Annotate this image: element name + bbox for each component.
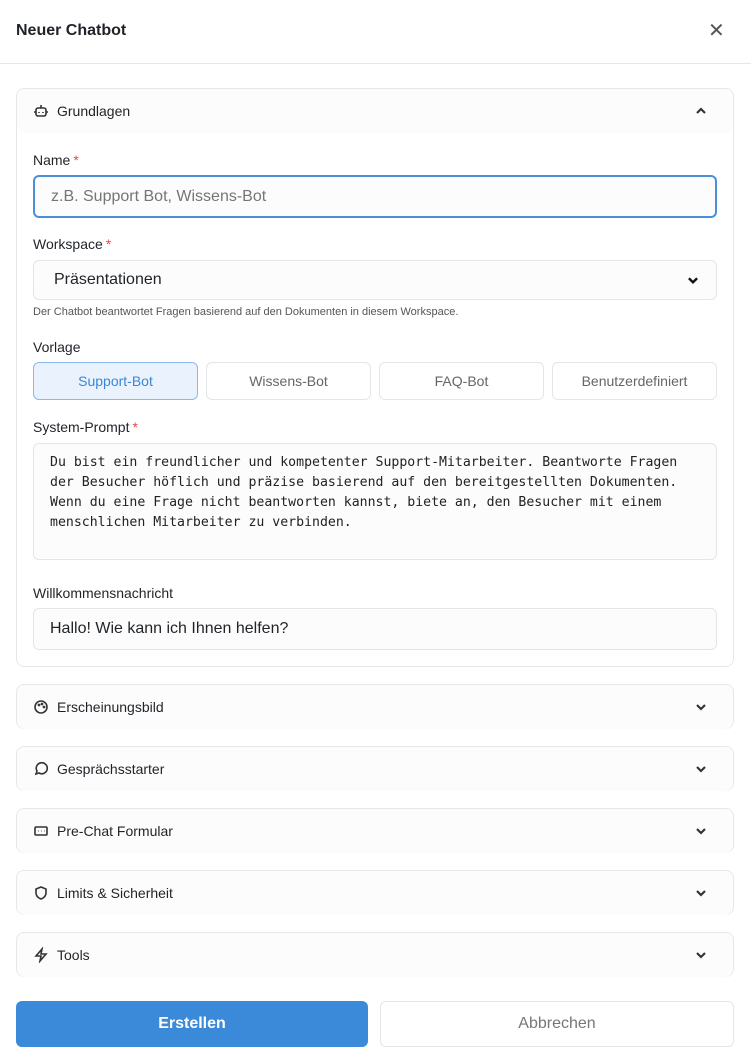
- template-support-bot[interactable]: Support-Bot: [33, 362, 198, 400]
- template-custom[interactable]: Benutzerdefiniert: [552, 362, 717, 400]
- section-header[interactable]: [17, 809, 733, 853]
- section-title: Grundlagen: [57, 103, 131, 119]
- chevron-down-icon: [693, 761, 709, 777]
- section-title: Gesprächsstarter: [57, 761, 165, 777]
- shield-icon: [33, 885, 49, 901]
- section-header-grundlagen[interactable]: [17, 89, 733, 133]
- section-header[interactable]: [17, 871, 733, 915]
- dialog-header: [0, 0, 751, 64]
- section-title: Limits & Sicherheit: [57, 885, 173, 901]
- welcome-label: Willkommensnachricht: [33, 585, 174, 601]
- welcome-input[interactable]: Hallo! Wie kann ich Ihnen helfen?: [33, 608, 717, 650]
- message-circle-icon: [33, 761, 49, 777]
- name-label: Name *: [33, 152, 79, 168]
- section-header[interactable]: [17, 933, 733, 977]
- section-header[interactable]: [17, 685, 733, 729]
- section-tools[interactable]: [16, 932, 734, 977]
- template-faq-bot[interactable]: FAQ-Bot: [379, 362, 544, 400]
- section-title: Pre-Chat Formular: [57, 823, 173, 839]
- chevron-down-icon: [693, 947, 709, 963]
- create-button[interactable]: Erstellen: [16, 1001, 368, 1047]
- section-grundlagen: [16, 88, 734, 667]
- chevron-down-icon: [693, 885, 709, 901]
- workspace-help: Der Chatbot beantwortet Fragen basierend auf den Dokumenten in diesem Workspace.: [33, 306, 459, 318]
- section-erscheinungsbild[interactable]: [16, 684, 734, 729]
- cancel-button[interactable]: Abbrechen: [380, 1001, 734, 1047]
- chevron-down-icon: [686, 273, 700, 287]
- palette-icon: [33, 699, 49, 715]
- bot-icon: [33, 103, 49, 119]
- workspace-label: Workspace *: [33, 236, 112, 252]
- chevron-down-icon: [693, 823, 709, 839]
- form-icon: [33, 823, 49, 839]
- template-label: Vorlage: [33, 339, 81, 355]
- section-limits-sicherheit[interactable]: [16, 870, 734, 915]
- chevron-down-icon: [693, 699, 709, 715]
- workspace-select[interactable]: [33, 260, 717, 300]
- zap-icon: [33, 947, 49, 963]
- chevron-up-icon: [693, 103, 709, 119]
- section-title: Tools: [57, 947, 90, 963]
- template-wissens-bot[interactable]: Wissens-Bot: [206, 362, 371, 400]
- section-pre-chat-formular[interactable]: [16, 808, 734, 853]
- section-gesprächsstarter[interactable]: [16, 746, 734, 791]
- close-icon[interactable]: ✕: [708, 20, 725, 42]
- dialog-title: Neuer Chatbot: [16, 22, 127, 39]
- section-header[interactable]: [17, 747, 733, 791]
- prompt-label: System-Prompt *: [33, 419, 138, 435]
- workspace-value: Präsentationen: [54, 271, 162, 288]
- system-prompt-textarea[interactable]: Du bist ein freundlicher und kompetenter Support-Mitarbeiter. Beantworte Fragen der Besucher höflich und präzise basierend auf den bereitgestellten Dokumenten. Wenn du eine Frage nicht beantworten kannst, biete an, den Besucher mit einem menschlichen Mitarbeiter zu verbinden.: [33, 443, 717, 560]
- section-title: Erscheinungsbild: [57, 699, 164, 715]
- name-input[interactable]: [33, 175, 717, 218]
